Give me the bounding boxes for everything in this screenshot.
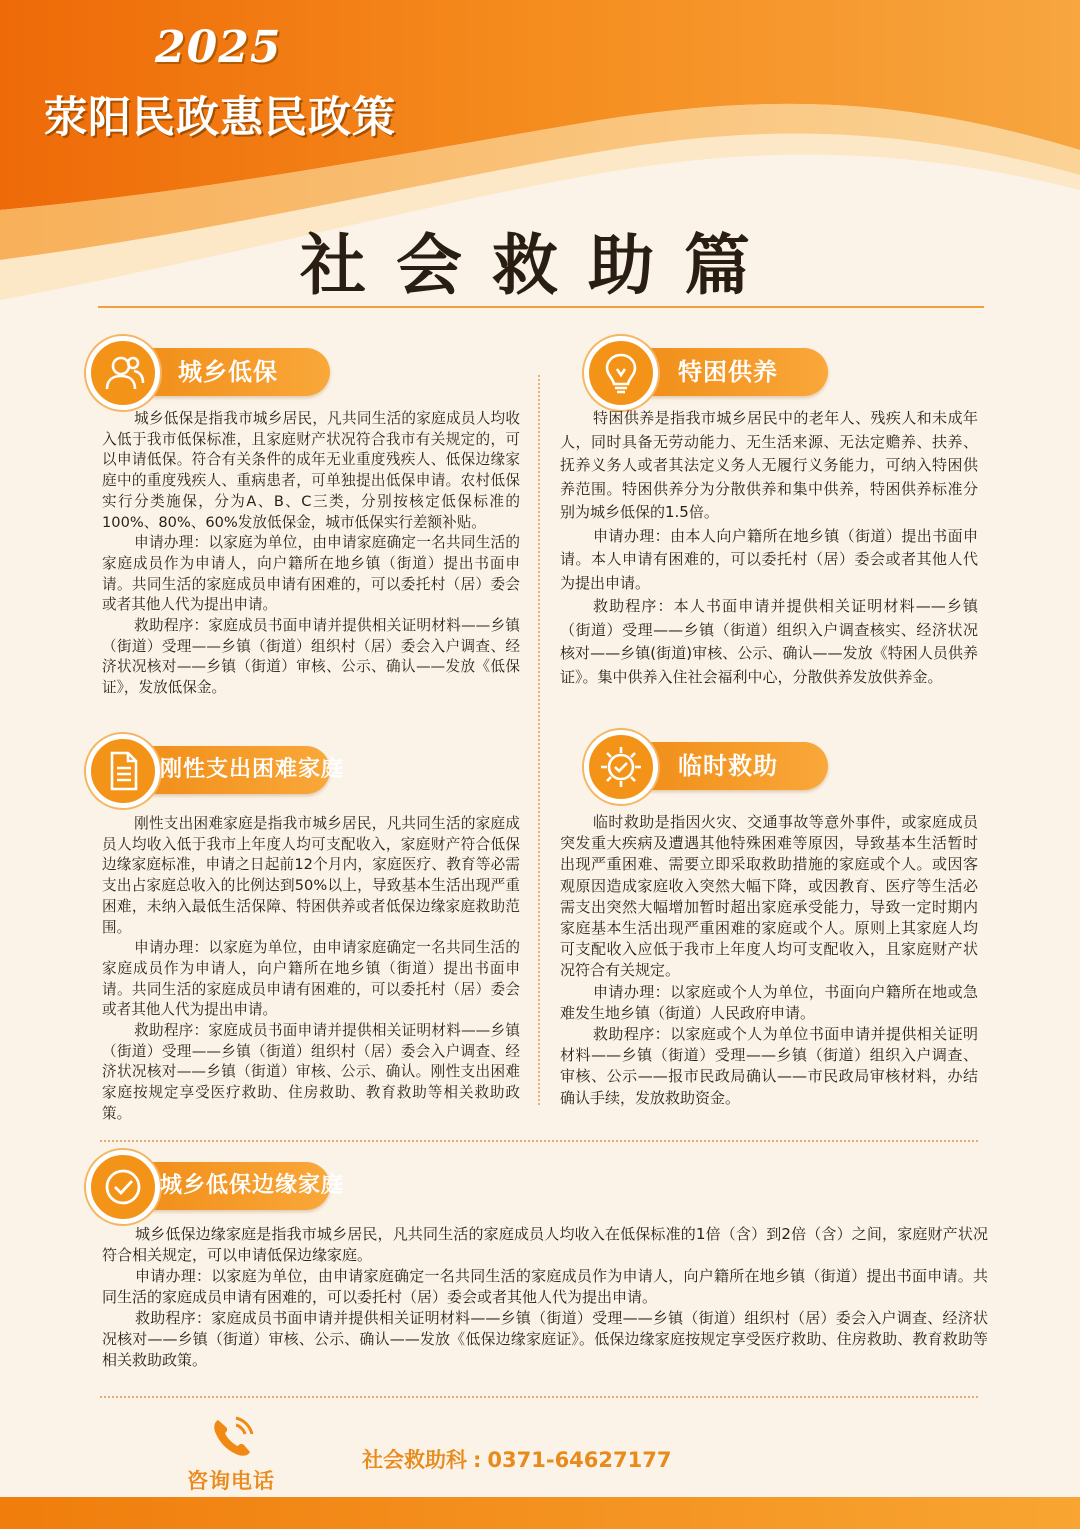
section-title-linshi: 临时救助 bbox=[678, 752, 778, 780]
paragraph: 城乡低保边缘家庭是指我市城乡居民，凡共同生活的家庭成员人均收入在低保标准的1倍（含）到2倍（含）之间，家庭财产状况符合相关规定，可以申请低保边缘家庭。 bbox=[102, 1225, 988, 1264]
section-body-bianyuan bbox=[102, 1224, 988, 1371]
column-divider bbox=[538, 375, 540, 1105]
paragraph: 特困供养是指我市城乡居民中的老年人、残疾人和未成年人，同时具备无劳动能力、无生活来源、无法定赡养、扶养、抚养义务人或者其法定义务人无履行义务能力，可纳入特困供养范围。特困供养分为分散供养和集中供养，特困供养标准分别为城乡低保的1.5倍。 bbox=[560, 409, 978, 521]
check-circle-icon bbox=[86, 1150, 160, 1224]
divider bbox=[98, 306, 984, 308]
paragraph: 申请办理：由本人向户籍所在地乡镇（街道）提出书面申请。本人申请有困难的，可以委托村（居）委会或者其他人代为提出申请。 bbox=[560, 526, 978, 592]
people-icon bbox=[86, 336, 160, 410]
footer-bar bbox=[0, 1497, 1080, 1529]
document-icon bbox=[86, 734, 160, 808]
contact-line bbox=[362, 1444, 671, 1474]
paragraph: 救助程序：家庭成员书面申请并提供相关证明材料——乡镇（街道）受理——乡镇（街道）组织村（居）委会入户调查、经济状况核对——乡镇（街道）审核、公示、确认——发放《低保证》，发放低保金。 bbox=[102, 617, 520, 697]
paragraph: 申请办理：以家庭为单位，由申请家庭确定一名共同生活的家庭成员作为申请人，向户籍所在地乡镇（街道）提出书面申请。共同生活的家庭成员申请有困难的，可以委托村（居）委会或者其他人代为提出申请。 bbox=[102, 939, 520, 1019]
paragraph: 申请办理：以家庭或个人为单位，书面向户籍所在地或急难发生地乡镇（街道）人民政府申请。 bbox=[560, 982, 978, 1022]
divider bbox=[100, 1396, 978, 1398]
separator: : bbox=[473, 1448, 482, 1472]
paragraph: 救助程序：家庭成员书面申请并提供相关证明材料——乡镇（街道）受理——乡镇（街道）组织村（居）委会入户调查、经济状况核对——乡镇（街道）审核、公示、确认。刚性支出困难家庭按规定享受医疗救助、住房救助、教育救助等相关救助政策。 bbox=[102, 1022, 520, 1122]
section-banner: 社会救助篇 bbox=[300, 226, 780, 304]
paragraph: 城乡低保是指我市城乡居民，凡共同生活的家庭成员人均收入低于我市低保标准，且家庭财产状况符合我市有关规定的，可以申请低保。符合有关条件的成年无业重度残疾人、低保边缘家庭中的重度残疾人、重病患者，可单独提出低保申请。农村低保实行分类施保，分为A、B、C三类，分别按核定低保标准的100%、80%、60%发放低保金，城市低保实行差额补贴。 bbox=[102, 410, 520, 531]
section-body-linshi bbox=[560, 812, 978, 1109]
consult-phone-label: 咨询电话 bbox=[187, 1469, 275, 1493]
lightbulb-icon bbox=[584, 336, 658, 410]
year-label: 2025 bbox=[155, 22, 282, 73]
paragraph: 救助程序：本人书面申请并提供相关证明材料——乡镇（街道）受理——乡镇（街道）组织入户调查核实、经济状况核对——乡镇(街道)审核、公示、确认——发放《特困人员供养证》。集中供养入住社会福利中心，分散供养发放供养金。 bbox=[560, 597, 978, 686]
paragraph: 申请办理：以家庭为单位，由申请家庭确定一名共同生活的家庭成员作为申请人，向户籍所在地乡镇（街道）提出书面申请。共同生活的家庭成员申请有困难的，可以委托村（居）委会或者其他人代为提出申请。 bbox=[102, 1267, 988, 1306]
paragraph: 临时救助是指因火灾、交通事故等意外事件，或家庭成员突发重大疾病及遭遇其他特殊困难等原因，导致基本生活暂时出现严重困难、需要立即采取救助措施的家庭或个人。或因客观原因造成家庭收入突然大幅下降，或因教育、医疗等生活必需支出突然大幅增加暂时超出家庭承受能力，导致一定时期内家庭基本生活出现严重困难的家庭或个人。原则上其家庭人均可支配收入应低于我市上年度人均可支配收入，且家庭财产状况符合有关规定。 bbox=[560, 813, 978, 980]
paragraph: 申请办理：以家庭为单位，由申请家庭确定一名共同生活的家庭成员作为申请人，向户籍所在地乡镇（街道）提出书面申请。共同生活的家庭成员申请有困难的，可以委托村（居）委会或者其他人代为提出申请。 bbox=[102, 534, 520, 614]
section-title-dibao: 城乡低保 bbox=[178, 358, 278, 386]
divider bbox=[100, 1140, 978, 1142]
section-title-gangxing: 刚性支出困难家庭 bbox=[160, 757, 345, 782]
section-body-gangxing bbox=[102, 814, 520, 1125]
paragraph: 救助程序：家庭成员书面申请并提供相关证明材料——乡镇（街道）受理——乡镇（街道）组织村（居）委会入户调查、经济状况核对——乡镇（街道）审核、公示、确认——发放《低保边缘家庭证》。低保边缘家庭按规定享受医疗救助、住房救助、教育救助等相关救助政策。 bbox=[102, 1309, 988, 1369]
phone-icon bbox=[208, 1412, 258, 1462]
section-title-tekun: 特困供养 bbox=[678, 358, 778, 386]
paragraph: 刚性支出困难家庭是指我市城乡居民，凡共同生活的家庭成员人均收入低于我市上年度人均可支配收入，家庭财产符合低保边缘家庭标准，申请之日起前12个月内，家庭医疗、教育等必需支出占家庭总收入的比例达到50%以上，导致基本生活出现严重困难，未纳入最低生活保障、特困供养或者低保边缘家庭救助范围。 bbox=[102, 815, 520, 936]
phone-number[interactable]: 0371-64627177 bbox=[487, 1448, 672, 1472]
page-title: 荥阳民政惠民政策 bbox=[44, 93, 396, 143]
gear-check-icon bbox=[584, 730, 658, 804]
section-title-bianyuan: 城乡低保边缘家庭 bbox=[160, 1173, 345, 1198]
department-name: 社会救助科 bbox=[362, 1448, 467, 1472]
paragraph: 救助程序：以家庭或个人为单位书面申请并提供相关证明材料——乡镇（街道）受理——乡镇（街道）组织入户调查、审核、公示——报市民政局确认——市民政局审核材料，办结确认手续，发放救助资金。 bbox=[560, 1025, 978, 1107]
section-body-dibao bbox=[102, 409, 520, 699]
section-body-tekun bbox=[560, 407, 978, 689]
